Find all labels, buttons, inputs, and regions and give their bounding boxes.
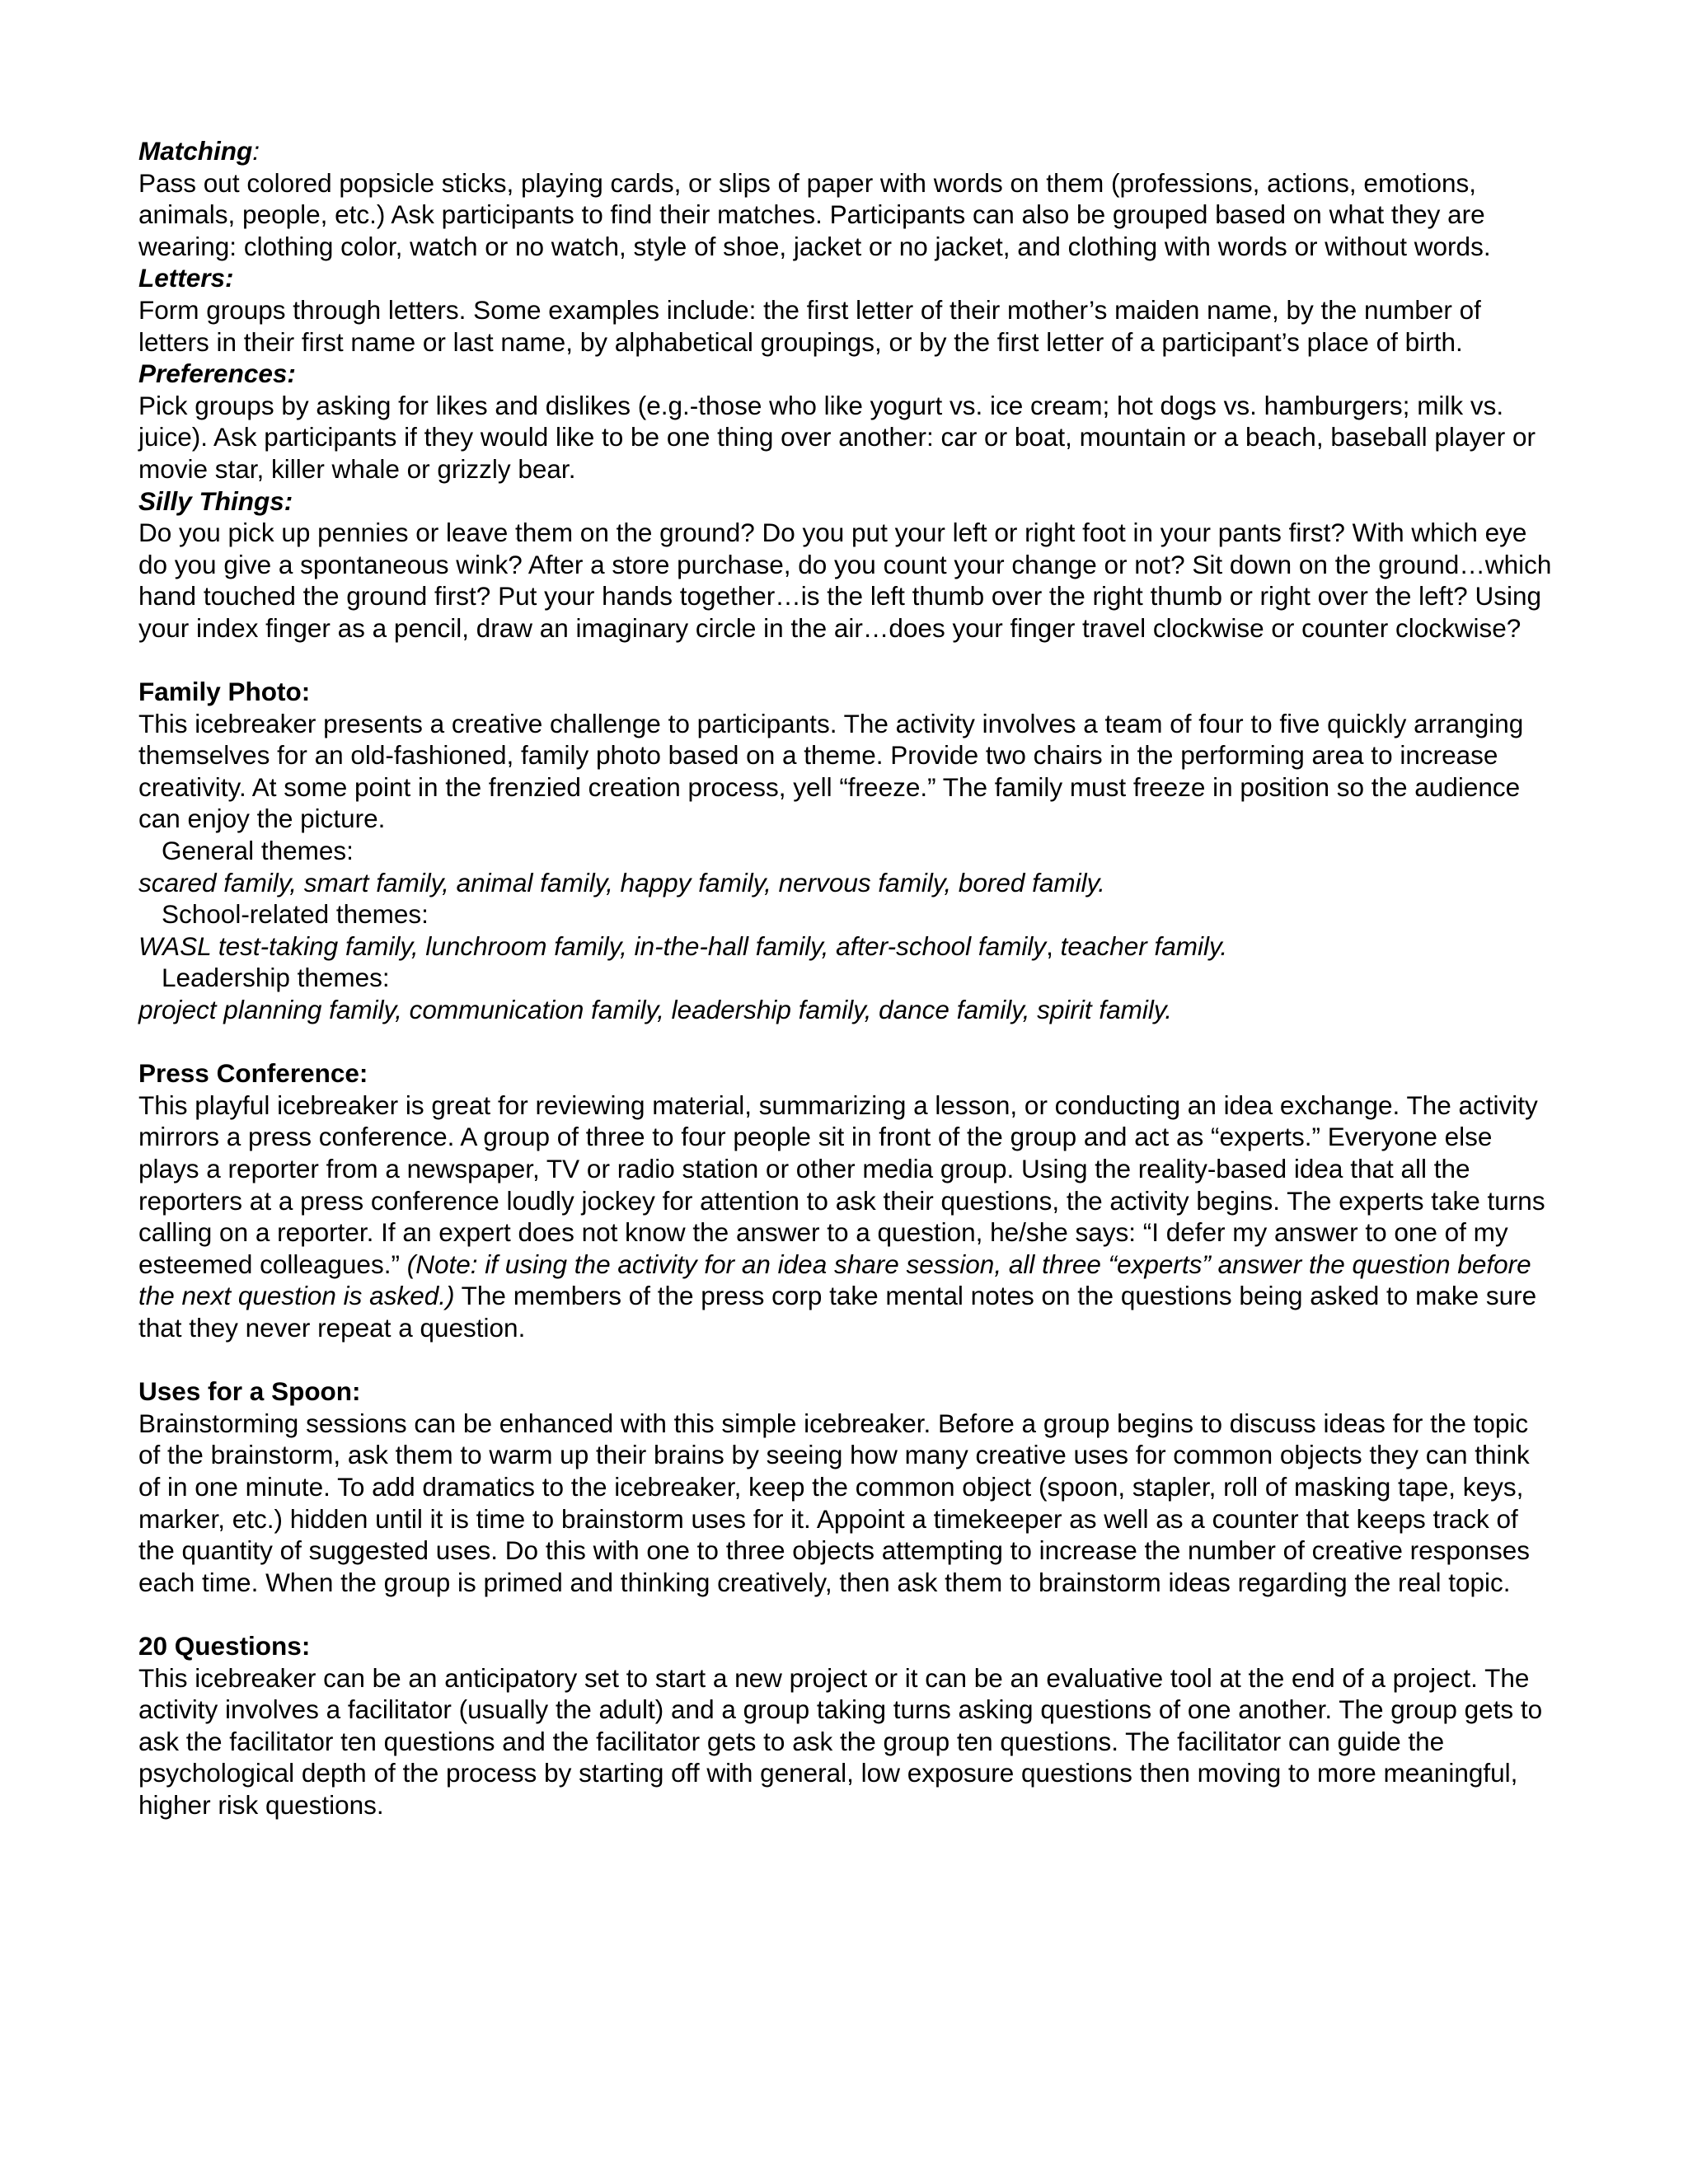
spacer [138, 1026, 1556, 1058]
theme-label-leadership: Leadership themes: [162, 963, 390, 993]
section-press-conference [138, 1057, 1556, 1343]
section-silly-things [138, 485, 1556, 644]
theme-list-leadership: project planning family, communication family, leadership family, dance family, spirit family. [138, 995, 1173, 1025]
section-20-questions [138, 1630, 1556, 1821]
section-heading: Letters: [138, 263, 234, 293]
theme-list-school-part: teacher family. [1060, 930, 1228, 961]
section-matching [138, 135, 1556, 262]
document-page [138, 135, 1556, 1821]
section-body: Pass out colored popsicle sticks, playing cards, or slips of paper with words on them (professions, actions, emotions, animals, people, etc.) Ask participants to find their matches. Participants can also be grouped based on what they are wearing: clothing color, watch or no watch, style of shoe, jacket or no jacket, and clothing with words or without words. [138, 167, 1491, 261]
section-letters [138, 262, 1556, 358]
theme-list-separator: , [1046, 930, 1061, 961]
section-body: Brainstorming sessions can be enhanced with this simple icebreaker. Before a group begins to discuss ideas for the topic of the brainstorm, ask them to warm up their brains by seeing how many creative uses for common objects they can think of in one minute. To add dramatics to the icebreaker, keep the common object (spoon, stapler, roll of masking tape, keys, marker, etc.) hidden until it is time to brainstorm uses for it. Appoint a timekeeper as well as a counter that keeps track of the quantity of suggested uses. Do this with one to three objects attempting to increase the number of creative responses each time. When the group is primed and thinking creatively, then ask them to brainstorm ideas regarding the real topic. [138, 1408, 1530, 1597]
section-uses-for-a-spoon [138, 1376, 1556, 1598]
spacer [138, 644, 1556, 677]
section-family-photo [138, 676, 1556, 1026]
theme-label-general: General themes: [162, 836, 354, 866]
section-body: Form groups through letters. Some examples include: the first letter of their mother’s maiden name, by the number of letters in their first name or last name, by alphabetical groupings, or by the first letter of a participant’s place of birth. [138, 294, 1481, 357]
section-heading: Press Conference: [138, 1058, 368, 1089]
section-heading [138, 135, 1556, 167]
section-body [138, 1090, 1556, 1344]
theme-label-school: School-related themes: [162, 899, 429, 930]
heading-colon: : [252, 136, 260, 166]
theme-list-general: scared family, smart family, animal family, happy family, nervous family, bored family. [138, 867, 1105, 898]
theme-list-school [138, 930, 1556, 963]
heading-text: Matching [138, 136, 253, 166]
section-heading: Uses for a Spoon: [138, 1376, 361, 1407]
section-preferences [138, 358, 1556, 485]
section-heading: Silly Things: [138, 485, 293, 516]
body-text: The members of the press corp take mental notes on the questions being asked to make sure that they never repeat a question. [138, 1281, 1537, 1343]
body-text: This playful icebreaker is great for reviewing material, summarizing a lesson, or conducting an idea exchange. The activity mirrors a press conference. A group of three to four people sit in front of the group and act as “experts.” Everyone else plays a reporter from a newspaper, TV or radio station or other media group. Using the reality-based idea that all the reporters at a press conference loudly jockey for attention to ask their questions, the activity begins. The experts take turns calling on a reporter. If an expert does not know the answer to a question, he/she says: “I defer my answer to one of my esteemed colleagues.” [138, 1090, 1545, 1279]
body-note: (Note: if using the activity for an idea share session, all three “experts” answer the question before the next question is asked.) [138, 1249, 1531, 1311]
section-body: Pick groups by asking for likes and dislikes (e.g.-those who like yogurt vs. ice cream; hot dogs vs. hamburgers; milk vs. juice). Ask participants if they would like to be one thing over another: car or boat, mountain or a beach, baseball player or movie star, killer whale or grizzly bear. [138, 390, 1536, 484]
spacer [138, 1598, 1556, 1630]
section-heading: Preferences: [138, 359, 296, 389]
section-heading: Family Photo: [138, 677, 311, 707]
spacer [138, 1344, 1556, 1376]
section-body: This icebreaker can be an anticipatory set to start a new project or it can be an evaluative tool at the end of a project. The activity involves a facilitator (usually the adult) and a group taking turns asking questions of one another. The group gets to ask the facilitator ten questions and the facilitator gets to ask the group ten questions. The facilitator can guide the psychological depth of the process by starting off with general, low exposure questions then moving to more meaningful, higher risk questions. [138, 1662, 1543, 1820]
section-body: Do you pick up pennies or leave them on the ground? Do you put your left or right foot in your pants first? With which eye do you give a spontaneous wink? After a store purchase, do you count your change or not? Sit down on the ground…which hand touched the ground first? Put your hands together…is the left thumb over the right thumb or right over the left? Using your index finger as a pencil, draw an imaginary circle in the air…does your finger travel clockwise or counter clockwise? [138, 518, 1552, 643]
section-heading: 20 Questions: [138, 1630, 311, 1661]
theme-list-school-part: WASL test-taking family, lunchroom family, in-the-hall family, after-school family [138, 930, 1047, 961]
section-body: This icebreaker presents a creative challenge to participants. The activity involves a team of four to five quickly arranging themselves for an old-fashioned, family photo based on a theme. Provide two chairs in the performing area to increase creativity. At some point in the frenzied creation process, yell “freeze.” The family must freeze in position so the audience can enjoy the picture. [138, 708, 1524, 834]
